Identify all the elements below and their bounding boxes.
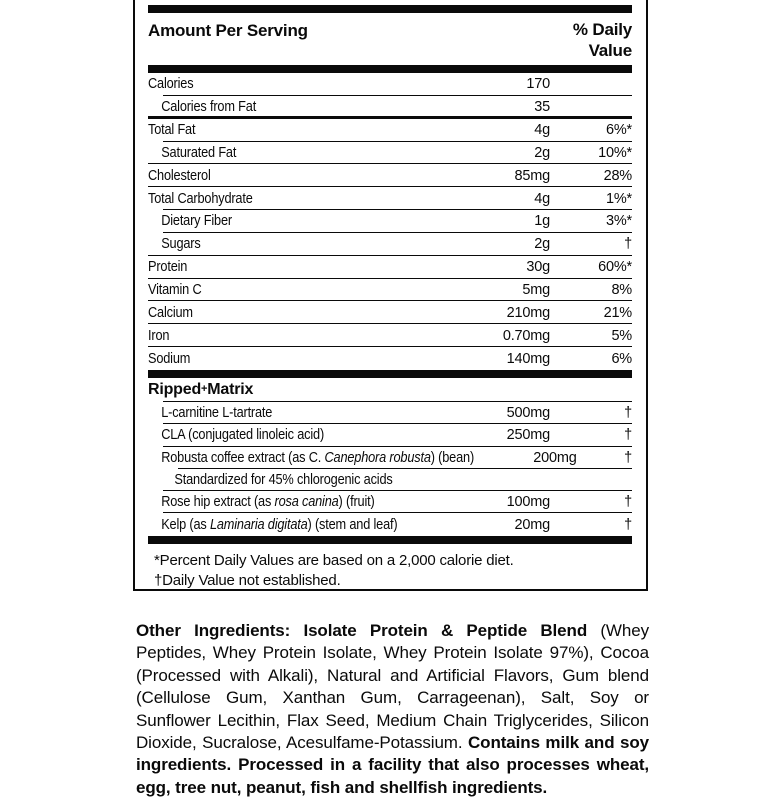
nutrient-dv: 28% <box>603 167 632 184</box>
nutrient-label: Dietary Fiber <box>161 213 232 230</box>
matrix-row-rose-hip <box>148 491 632 513</box>
nutrient-row-sodium <box>148 347 632 370</box>
matrix-row-kelp <box>148 513 632 535</box>
allergen-statement: Contains milk and soy ingredients. Processed in a facility that also processes wheat, egg, tree nut, peanut, fish and shellfish ingredients. <box>136 733 649 797</box>
divider-bar-matrix <box>148 370 632 378</box>
footnote-dv-not-established: †Daily Value not established. <box>154 571 341 589</box>
ingredient-label: Standardized for 45% chlorogenic acids <box>174 472 393 488</box>
nutrient-dv: † <box>624 236 632 253</box>
ingredient-amount: 250mg <box>506 427 550 444</box>
supplement-facts-panel <box>133 0 648 591</box>
other-ingredients-body: (Whey Peptides, Whey Protein Isolate, Whey Protein Isolate 97%), Cocoa (Processed with Alkali), Natural and Artificial Flavors, Gum blend (Cellulose Gum, Xanthan Gum, Carrageenan), Salt, Soy or Sunflower Lecithin, Flax Seed, Medium Chain Triglycerides, Silicon Dioxide, Sucralose, Acesulfame-Potassium. <box>136 621 649 753</box>
nutrient-label: Calcium <box>148 304 193 321</box>
divider-bar-header <box>148 65 632 73</box>
ingredient-label: Robusta coffee extract (as C. Canephora robusta) (bean) <box>161 449 475 466</box>
nutrient-amount: 1g <box>534 213 550 230</box>
ingredient-dv: † <box>624 494 632 511</box>
nutrient-row-total-fat <box>148 119 632 142</box>
percent-daily-line1: % Daily <box>572 20 632 39</box>
nutrient-amount: 85mg <box>514 167 550 184</box>
nutrient-dv: 5% <box>611 327 632 344</box>
ripped-matrix-heading: Ripped + Matrix <box>148 378 632 402</box>
percent-daily-line2: Value <box>588 41 632 60</box>
ingredient-amount: 20mg <box>514 516 550 533</box>
nutrient-dv: 6%* <box>606 122 632 139</box>
nutrient-row-total-carbohydrate <box>148 187 632 210</box>
ingredient-dv: † <box>624 449 632 466</box>
nutrient-dv: 6% <box>611 350 632 367</box>
nutrient-label: Iron <box>148 327 170 344</box>
nutrient-label: Vitamin C <box>148 282 202 299</box>
other-ingredients-paragraph <box>136 620 649 799</box>
matrix-title-pre: Ripped <box>148 380 202 398</box>
ingredient-dv: † <box>624 427 632 444</box>
nutrient-amount: 4g <box>534 190 550 207</box>
nutrient-row-iron <box>148 324 632 347</box>
nutrient-amount: 35 <box>534 99 550 116</box>
nutrient-label: Total Fat <box>148 122 196 139</box>
matrix-row-cla <box>148 424 632 446</box>
matrix-row-robusta-coffee <box>148 447 632 469</box>
nutrient-amount: 0.70mg <box>502 327 550 344</box>
nutrient-dv: 8% <box>611 282 632 299</box>
nutrient-label: Sugars <box>161 236 201 253</box>
ingredient-amount: 100mg <box>506 494 550 511</box>
matrix-row-l-carnitine <box>148 402 632 424</box>
percent-daily-value-label <box>573 14 632 61</box>
ingredient-amount: 500mg <box>506 405 550 422</box>
nutrient-amount: 2g <box>534 144 550 161</box>
ingredient-label: Rose hip extract (as rosa canina) (fruit) <box>161 494 375 511</box>
amount-per-serving-label: Amount Per Serving <box>148 21 308 40</box>
divider-bar-top <box>148 5 632 13</box>
nutrient-amount: 30g <box>526 259 550 276</box>
nutrient-label: Saturated Fat <box>161 144 237 161</box>
footnote-percent-dv: *Percent Daily Values are based on a 2,000 calorie diet. <box>154 551 514 569</box>
nutrient-amount: 5mg <box>522 282 550 299</box>
nutrient-label: Total Carbohydrate <box>148 190 253 207</box>
footnotes <box>148 544 632 591</box>
nutrient-label: Sodium <box>148 350 191 367</box>
nutrient-amount: 140mg <box>506 350 550 367</box>
nutrient-dv: 1%* <box>606 190 632 207</box>
nutrient-dv: 3%* <box>606 213 632 230</box>
nutrient-label: Calories <box>148 76 194 93</box>
nutrient-row-calcium <box>148 301 632 324</box>
nutrient-row-calories <box>148 73 632 96</box>
ingredient-dv: † <box>624 405 632 422</box>
nutrient-amount: 170 <box>526 76 550 93</box>
nutrient-label: Calories from Fat <box>161 99 257 116</box>
nutrient-row-dietary-fiber <box>148 210 632 233</box>
nutrient-dv: 21% <box>603 304 632 321</box>
nutrient-label: Cholesterol <box>148 167 211 184</box>
nutrient-row-cholesterol <box>148 164 632 187</box>
other-ingredients-lead: Other Ingredients: Isolate Protein & Peptide Blend <box>136 621 588 640</box>
ingredient-dv: † <box>624 516 632 533</box>
nutrient-amount: 4g <box>534 122 550 139</box>
matrix-row-standardized-note <box>148 469 632 491</box>
ingredient-label: Kelp (as Laminaria digitata) (stem and leaf) <box>161 516 398 533</box>
nutrient-row-protein <box>148 256 632 279</box>
nutrient-row-saturated-fat <box>148 142 632 165</box>
divider-bar-footnotes <box>148 536 632 544</box>
nutrient-row-sugars <box>148 233 632 256</box>
nutrient-row-calories-from-fat <box>148 96 632 119</box>
nutrient-amount: 210mg <box>506 304 550 321</box>
nutrient-row-vitamin-c <box>148 279 632 302</box>
panel-content <box>135 0 646 591</box>
amount-per-serving-header <box>148 13 632 65</box>
ingredient-amount: 200mg <box>533 449 577 466</box>
ingredient-label: L-carnitine L-tartrate <box>161 405 273 422</box>
nutrient-label: Protein <box>148 259 188 276</box>
nutrient-dv: 10%* <box>598 144 632 161</box>
nutrient-dv: 60%* <box>598 259 632 276</box>
matrix-title-post: Matrix <box>207 380 254 398</box>
nutrient-amount: 2g <box>534 236 550 253</box>
ingredient-label: CLA (conjugated linoleic acid) <box>161 427 325 444</box>
